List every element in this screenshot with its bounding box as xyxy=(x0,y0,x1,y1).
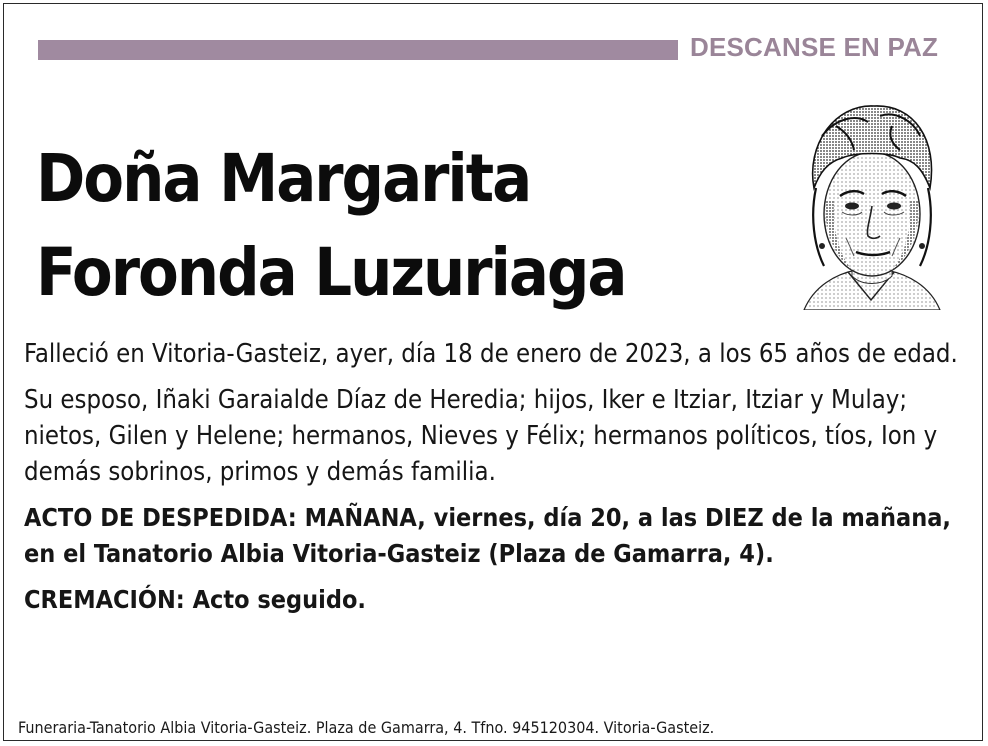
portrait-icon xyxy=(796,96,946,310)
header-label: DESCANSE EN PAZ xyxy=(690,32,939,62)
notice-body xyxy=(24,336,964,628)
farewell-ceremony: ACTO DE DESPEDIDA: MAÑANA, viernes, día 20, a las DIEZ de la mañana, en el Tanatorio Albia Vitoria-Gasteiz (Plaza de Gamarra, 4). xyxy=(24,503,951,568)
name-line-2: Foronda Luzuriaga xyxy=(36,234,626,311)
death-announcement: Falleció en Vitoria-Gasteiz, ayer, día 18 de enero de 2023, a los 65 años de edad. xyxy=(24,339,958,369)
deceased-name xyxy=(36,132,766,320)
header-bar xyxy=(38,40,678,60)
cremation-notice: CREMACIÓN: Acto seguido. xyxy=(24,585,366,614)
name-line-1: Doña Margarita xyxy=(36,140,531,217)
funeral-home-footer: Funeraria-Tanatorio Albia Vitoria-Gasteiz. Plaza de Gamarra, 4. Tfno. 945120304. Vitoria-Gasteiz. xyxy=(18,718,715,737)
portrait-photo xyxy=(796,96,946,310)
family-list: Su esposo, Iñaki Garaialde Díaz de Heredia; hijos, Iker e Itziar, Itziar y Mulay; nietos, Gilen y Helene; hermanos, Nieves y Félix; hermanos políticos, tíos, Ion y demás sobrinos, primos y demás familia. xyxy=(24,385,938,487)
